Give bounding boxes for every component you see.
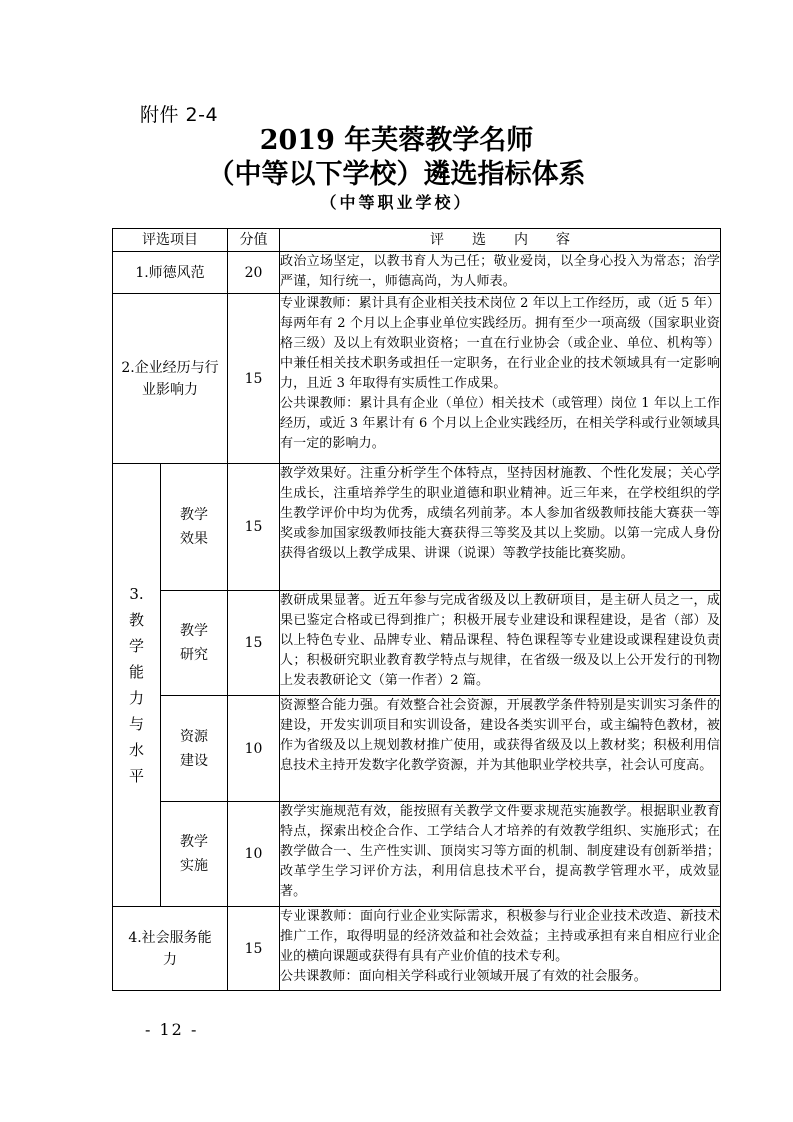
table-row [113, 802, 721, 907]
row-score: 15 [228, 591, 280, 696]
sub-item [161, 464, 228, 591]
row-content [280, 907, 721, 991]
page-number: - 12 - [145, 1020, 199, 1039]
header-content: 评 选 内 容 [280, 229, 721, 252]
row-score: 10 [228, 802, 280, 907]
group-item [113, 464, 161, 907]
group-item-label: 3.教学能力与水平 [128, 585, 144, 785]
table-row [113, 907, 721, 991]
sub-item-label: 教学实施 [180, 834, 208, 874]
row-content [280, 294, 721, 464]
table-row [113, 696, 721, 802]
table-row [113, 591, 721, 696]
row-score: 15 [228, 907, 280, 991]
sub-item-label: 资源建设 [180, 728, 208, 769]
row-content: 教学实施规范有效，能按照有关教学文件要求规范实施教学。根据职业教育特点，探索出校企合作、工学结合人才培养的有效教学组织、实施形式；在教学做合一、生产性实训、顶岗实习等方面的机制、制度建设有创新举措；改革学生学习评价方法，利用信息技术平台，提高教学管理水平，成效显著。 [280, 802, 721, 907]
sub-item-label: 教学效果 [180, 507, 208, 547]
row-content: 教学效果好。注重分析学生个体特点，坚持因材施教、个性化发展；关心学生成长，注重培养学生的职业道德和职业精神。近三年来，在学校组织的学生教学评价中均为优秀，成绩名列前茅。本人参加省级教师技能大赛获一等奖或参加国家级教师技能大赛获得三等奖及其以上奖励。以第一完成人身份获得省级以上教学成果、讲课（说课）等教学技能比赛奖励。 [280, 464, 721, 591]
row-item: 4.社会服务能力 [113, 907, 228, 991]
table-row [113, 464, 721, 591]
content-paragraph: 专业课教师：累计具有企业相关技术岗位 2 年以上工作经历，或（近 5 年）每两年有 2 个月以上企事业单位实践经历。拥有至少一项高级（国家职业资格三级）及以上有效职业资格；一直在行业协会（或企业、单位、机构等）中兼任相关技术职务或担任一定职务，在行业企业的技术领域具有一定影响力，且近 3 年取得有实质性工作成果。 [280, 296, 720, 391]
row-content: 教研成果显著。近五年参与完成省级及以上教研项目，是主研人员之一，成果已鉴定合格或已得到推广；积极开展专业建设和课程建设，是省（部）及以上特色专业、品牌专业、精品课程、特色课程等专业建设或课程建设负责人；积极研究职业教育教学特点与规律，在省级一级及以上公开发行的刊物上发表教研论文（第一作者）2 篇。 [280, 591, 721, 696]
document-school-type: （中等职业学校） [320, 193, 473, 212]
attachment-label: 附件 2-4 [140, 104, 219, 126]
table-row [113, 252, 721, 294]
sub-item [161, 802, 228, 907]
sub-item [161, 591, 228, 696]
sub-item [161, 696, 228, 802]
document-title: 2019 年芙蓉教学名师 [259, 125, 534, 156]
row-content: 政治立场坚定，以教书育人为己任；敬业爱岗，以全身心投入为常态；治学严谨，知行统一，师德高尚，为人师表。 [280, 252, 721, 294]
row-score: 15 [228, 294, 280, 464]
row-item: 1.师德风范 [113, 252, 228, 294]
row-score: 15 [228, 464, 280, 591]
table-header-row [113, 229, 721, 252]
row-item: 2.企业经历与行业影响力 [113, 294, 228, 464]
sub-item-label: 教学研究 [180, 623, 208, 663]
criteria-table [112, 228, 721, 991]
row-score: 10 [228, 696, 280, 802]
table-row [113, 294, 721, 464]
header-item: 评选项目 [113, 229, 228, 252]
document-subtitle: （中等以下学校）遴选指标体系 [207, 159, 586, 190]
row-score: 20 [228, 252, 280, 294]
header-score: 分值 [228, 229, 280, 252]
content-paragraph: 公共课教师：累计具有企业（单位）相关技术（或管理）岗位 1 年以上工作经历，或近 3 年累计有 6 个月以上企业实践经历，在相关学科或行业领域具有一定的影响力。 [280, 396, 720, 451]
content-paragraph: 专业课教师：面向行业企业实际需求，积极参与行业企业技术改造、新技术推广工作，取得明显的经济效益和社会效益；主持或承担有来自相应行业企业的横向课题或获得有具有产业价值的技术专利。 [280, 909, 720, 964]
content-paragraph: 公共课教师：面向相关学科或行业领域开展了有效的社会服务。 [280, 969, 647, 984]
row-content: 资源整合能力强。有效整合社会资源，开展教学条件特别是实训实习条件的建设，开发实训项目和实训设备，建设各类实训平台，或主编特色教材，被作为省级及以上规划教材推广使用，或获得省级及以上教材奖；积极利用信息技术主持开发数字化教学资源，并为其他职业学校共享，社会认可度高。 [280, 696, 721, 802]
